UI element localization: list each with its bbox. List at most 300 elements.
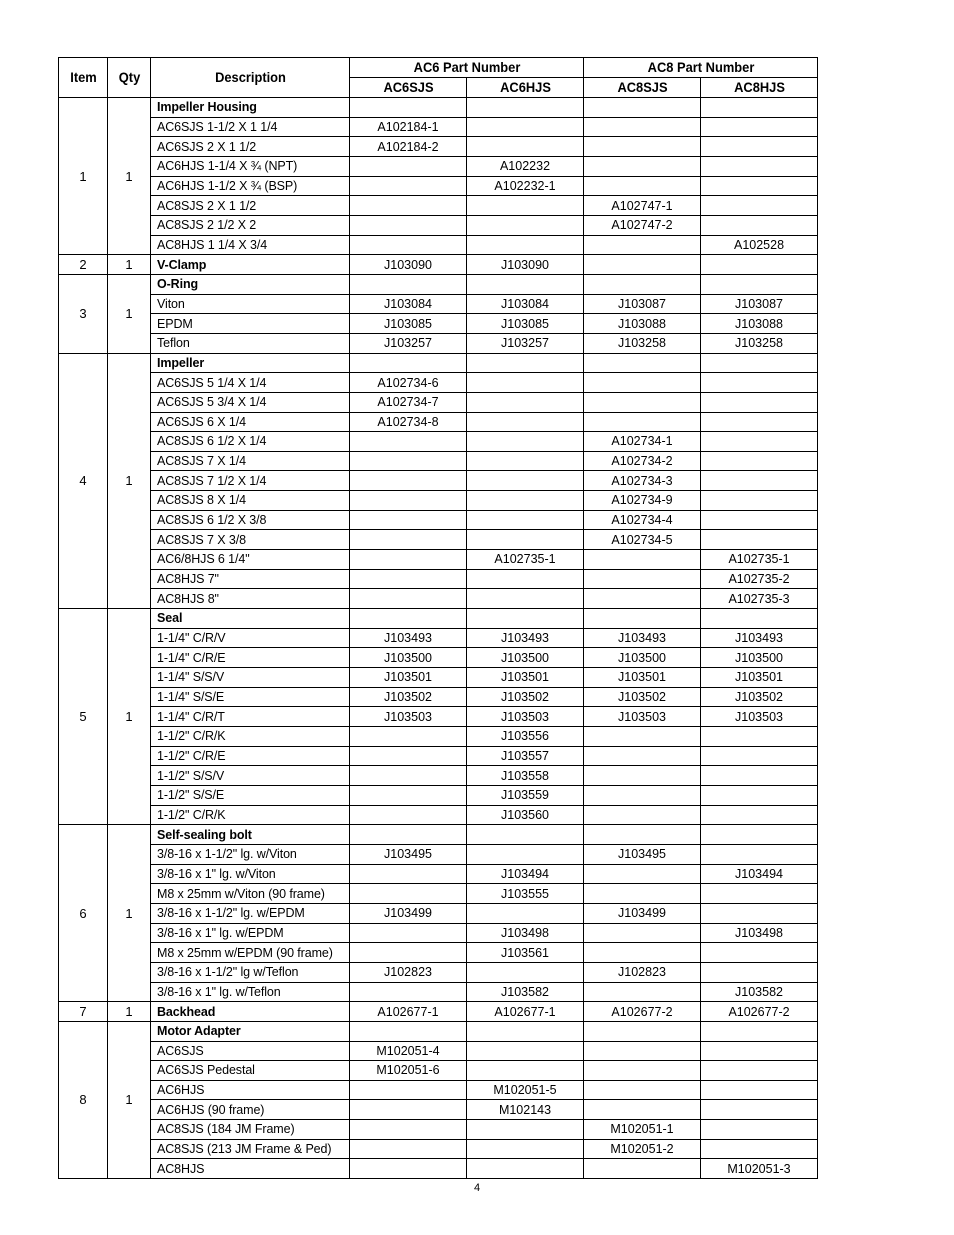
part-number-ac8hjs [701,353,818,373]
part-number-ac8hjs [701,156,818,176]
part-number-ac6sjs [350,766,467,786]
item-qty: 1 [108,825,151,1002]
part-number-ac6sjs [350,196,467,216]
part-number-ac6sjs: A102677-1 [350,1002,467,1022]
part-number-ac6hjs: J103084 [467,294,584,314]
part-number-ac6sjs: J103495 [350,844,467,864]
part-number-ac6sjs: J103500 [350,648,467,668]
header-ac8-part-number: AC8 Part Number [593,58,808,78]
part-number-ac8hjs [701,746,818,766]
part-number-ac8sjs [584,255,701,275]
part-number-ac8sjs [584,1061,701,1081]
part-description: AC8SJS 7 1/2 X 1/4 [151,471,350,491]
table-row [59,844,818,864]
part-number-ac6hjs: J103500 [467,648,584,668]
part-number-ac6hjs [467,844,584,864]
table-row [59,412,818,432]
part-number-ac6sjs: M102051-4 [350,1041,467,1061]
part-number-ac8hjs [701,392,818,412]
part-number-ac6hjs: J103494 [467,864,584,884]
part-description: 1-1/2" C/R/K [151,727,350,747]
part-number-ac6hjs: J103493 [467,628,584,648]
part-number-ac8sjs [584,176,701,196]
table-row [59,294,818,314]
table-row [59,510,818,530]
part-number-ac8sjs: J103087 [584,294,701,314]
part-number-ac8hjs [701,785,818,805]
part-number-ac6hjs: J103498 [467,923,584,943]
table-body [59,98,818,1179]
part-number-ac8hjs [701,98,818,118]
part-number-ac8sjs [584,825,701,845]
table-row [59,962,818,982]
table-row [59,805,818,825]
table-row [59,373,818,393]
table-row [59,707,818,727]
part-number-ac8hjs: A102735-1 [701,550,818,570]
part-number-ac8sjs [584,412,701,432]
part-number-ac6hjs [467,98,584,118]
part-number-ac6sjs: J103084 [350,294,467,314]
header-description: Description [158,58,341,98]
part-description: AC6SJS Pedestal [151,1061,350,1081]
part-number-ac8sjs [584,235,701,255]
part-number-ac6hjs [467,451,584,471]
part-number-ac6hjs [467,1120,584,1140]
table-row [59,569,818,589]
table-row [59,1041,818,1061]
part-description: AC6/8HJS 6 1/4" [151,550,350,570]
table-row [59,314,818,334]
part-number-ac6sjs [350,569,467,589]
part-number-ac6sjs: J103502 [350,687,467,707]
part-description: AC8SJS 7 X 1/4 [151,451,350,471]
table-row [59,1061,818,1081]
part-number-ac8hjs [701,766,818,786]
table-row [59,687,818,707]
table-row [59,884,818,904]
part-number-ac8hjs [701,274,818,294]
part-number-ac8sjs [584,373,701,393]
part-number-ac6sjs [350,432,467,452]
part-description: 3/8-16 x 1" lg. w/Viton [151,864,350,884]
item-number: 4 [59,353,108,609]
item-qty: 1 [108,609,151,825]
part-number-ac6sjs [350,156,467,176]
part-number-ac8hjs [701,215,818,235]
part-number-ac6sjs [350,1021,467,1041]
part-number-ac8sjs: A102734-2 [584,451,701,471]
part-number-ac6hjs [467,530,584,550]
part-description: 1-1/2" C/R/K [151,805,350,825]
table-row [59,432,818,452]
part-number-ac6sjs [350,982,467,1002]
header-qty: Qty [109,58,149,98]
part-number-ac6sjs [350,451,467,471]
item-number: 5 [59,609,108,825]
part-number-ac8sjs: M102051-1 [584,1120,701,1140]
part-description: 1-1/4" C/R/T [151,707,350,727]
part-description: 1-1/4" S/S/E [151,687,350,707]
table-row [59,1159,818,1179]
part-number-ac6sjs [350,510,467,530]
part-number-ac6sjs [350,491,467,511]
part-number-ac8sjs: J103499 [584,903,701,923]
header-ac8hjs: AC8HJS [705,78,813,98]
part-number-ac6hjs [467,137,584,157]
part-description: 1-1/2" S/S/V [151,766,350,786]
table-row [59,923,818,943]
part-group-title: Self-sealing bolt [151,825,350,845]
part-number-ac8sjs [584,550,701,570]
part-description: AC8SJS 6 1/2 X 1/4 [151,432,350,452]
part-description: AC6HJS [151,1080,350,1100]
part-description: AC8SJS (213 JM Frame & Ped) [151,1139,350,1159]
table-row [59,1139,818,1159]
part-number-ac8hjs [701,943,818,963]
part-number-ac8sjs: A102734-9 [584,491,701,511]
part-number-ac6sjs [350,98,467,118]
part-description: AC6SJS 1-1/2 X 1 1/4 [151,117,350,137]
table-row [59,864,818,884]
part-description: AC8HJS 1 1/4 X 3/4 [151,235,350,255]
table-row [59,255,818,275]
part-description: AC6HJS 1-1/4 X ¾ (NPT) [151,156,350,176]
table-row [59,1021,818,1041]
part-number-ac6sjs [350,589,467,609]
part-number-ac6hjs: A102735-1 [467,550,584,570]
table-row [59,491,818,511]
part-number-ac6hjs: J103555 [467,884,584,904]
part-number-ac8hjs: M102051-3 [701,1159,818,1179]
table-row [59,1002,818,1022]
table-row [59,648,818,668]
header-ac6hjs: AC6HJS [471,78,579,98]
part-number-ac8sjs [584,785,701,805]
part-number-ac8hjs [701,373,818,393]
part-number-ac6sjs [350,884,467,904]
part-number-ac8hjs [701,117,818,137]
part-description: 1-1/2" S/S/E [151,785,350,805]
part-number-ac8sjs [584,1159,701,1179]
table-row [59,589,818,609]
part-description: 1-1/4" S/S/V [151,668,350,688]
part-number-ac6hjs [467,510,584,530]
part-description: AC6HJS 1-1/2 X ¾ (BSP) [151,176,350,196]
part-description: AC8SJS 2 1/2 X 2 [151,215,350,235]
part-number-ac6sjs [350,805,467,825]
part-number-ac8hjs [701,1041,818,1061]
part-number-ac8hjs [701,844,818,864]
part-number-ac6hjs: A102677-1 [467,1002,584,1022]
part-group-title: V-Clamp [151,255,350,275]
part-number-ac8sjs [584,746,701,766]
part-number-ac6hjs [467,235,584,255]
part-description: M8 x 25mm w/EPDM (90 frame) [151,943,350,963]
part-number-ac6hjs: M102143 [467,1100,584,1120]
part-number-ac6hjs: J103503 [467,707,584,727]
part-description: 3/8-16 x 1-1/2" lg. w/EPDM [151,903,350,923]
part-number-ac6sjs [350,1100,467,1120]
part-number-ac6sjs [350,727,467,747]
part-number-ac6sjs [350,1120,467,1140]
part-number-ac8hjs [701,451,818,471]
part-number-ac8hjs: A102735-2 [701,569,818,589]
part-number-ac6hjs [467,1061,584,1081]
part-number-ac8sjs: J103258 [584,333,701,353]
part-number-ac6hjs [467,412,584,432]
part-number-ac6sjs: J103503 [350,707,467,727]
part-number-ac8hjs [701,176,818,196]
part-number-ac8hjs [701,491,818,511]
part-number-ac6hjs: A102232-1 [467,176,584,196]
part-description: EPDM [151,314,350,334]
part-number-ac8sjs: A102734-3 [584,471,701,491]
header-item: Item [60,58,105,98]
part-number-ac8hjs [701,805,818,825]
part-number-ac8hjs [701,1120,818,1140]
part-number-ac8hjs [701,1061,818,1081]
part-number-ac8sjs [584,805,701,825]
part-number-ac6hjs [467,215,584,235]
part-number-ac8sjs: J103493 [584,628,701,648]
item-number: 6 [59,825,108,1002]
part-number-ac8sjs [584,353,701,373]
part-number-ac8hjs [701,1080,818,1100]
part-number-ac8sjs: A102747-2 [584,215,701,235]
part-number-ac8sjs [584,392,701,412]
part-description: Viton [151,294,350,314]
part-description: 1-1/4" C/R/V [151,628,350,648]
part-number-ac8hjs: J103258 [701,333,818,353]
part-number-ac8sjs [584,274,701,294]
part-number-ac8sjs: J102823 [584,962,701,982]
part-number-ac6hjs: J103556 [467,727,584,747]
part-number-ac6hjs [467,1021,584,1041]
part-number-ac8sjs [584,1080,701,1100]
part-description: 1-1/4" C/R/E [151,648,350,668]
item-qty: 1 [108,274,151,353]
item-qty: 1 [108,255,151,275]
part-number-ac6sjs [350,471,467,491]
part-number-ac6hjs [467,491,584,511]
part-number-ac6sjs [350,1139,467,1159]
part-description: AC8HJS 7" [151,569,350,589]
part-number-ac6hjs [467,471,584,491]
table-row [59,785,818,805]
table-row [59,982,818,1002]
part-number-ac6hjs [467,1139,584,1159]
part-description: AC8HJS [151,1159,350,1179]
part-description: AC6SJS [151,1041,350,1061]
part-number-ac6hjs [467,589,584,609]
part-number-ac8sjs [584,156,701,176]
part-description: Teflon [151,333,350,353]
part-number-ac6sjs [350,923,467,943]
part-number-ac8sjs [584,864,701,884]
part-number-ac8hjs: A102528 [701,235,818,255]
table-row [59,628,818,648]
part-number-ac8hjs: A102677-2 [701,1002,818,1022]
part-description: AC6HJS (90 frame) [151,1100,350,1120]
part-number-ac6hjs: J103561 [467,943,584,963]
part-number-ac8hjs [701,432,818,452]
part-number-ac6hjs: J103558 [467,766,584,786]
table-row [59,825,818,845]
part-number-ac6sjs: J103501 [350,668,467,688]
part-number-ac6hjs: J103085 [467,314,584,334]
table-row [59,609,818,629]
table-row [59,137,818,157]
part-number-ac6hjs: J103582 [467,982,584,1002]
part-number-ac6sjs [350,1159,467,1179]
part-number-ac8hjs [701,412,818,432]
item-number: 1 [59,98,108,255]
part-number-ac6sjs [350,176,467,196]
part-number-ac6sjs [350,609,467,629]
part-number-ac6sjs: J103085 [350,314,467,334]
part-number-ac8sjs [584,727,701,747]
part-description: 3/8-16 x 1" lg. w/Teflon [151,982,350,1002]
part-number-ac6sjs: A102734-8 [350,412,467,432]
part-number-ac8sjs: J103088 [584,314,701,334]
part-number-ac6hjs: A102232 [467,156,584,176]
part-description: AC8SJS (184 JM Frame) [151,1120,350,1140]
part-number-ac8hjs: J103498 [701,923,818,943]
part-number-ac6hjs: J103557 [467,746,584,766]
part-description: M8 x 25mm w/Viton (90 frame) [151,884,350,904]
table-row [59,550,818,570]
table-row [59,274,818,294]
part-number-ac6hjs [467,353,584,373]
part-number-ac8hjs: J103582 [701,982,818,1002]
part-number-ac6hjs [467,196,584,216]
part-description: 3/8-16 x 1" lg. w/EPDM [151,923,350,943]
part-number-ac8hjs [701,609,818,629]
table-row [59,727,818,747]
part-group-title: Impeller Housing [151,98,350,118]
part-number-ac6sjs: A102184-1 [350,117,467,137]
part-number-ac8hjs: J103493 [701,628,818,648]
part-description: AC6SJS 2 X 1 1/2 [151,137,350,157]
part-description: AC8SJS 7 X 3/8 [151,530,350,550]
part-description: AC6SJS 6 X 1/4 [151,412,350,432]
table-row [59,471,818,491]
table-row [59,392,818,412]
item-number: 2 [59,255,108,275]
part-number-ac6sjs [350,235,467,255]
part-number-ac8hjs [701,1139,818,1159]
part-number-ac8sjs [584,98,701,118]
part-number-ac6sjs: A102734-7 [350,392,467,412]
part-group-title: Backhead [151,1002,350,1022]
part-description: AC8SJS 2 X 1 1/2 [151,196,350,216]
table-row [59,668,818,688]
part-number-ac6hjs [467,392,584,412]
part-number-ac8sjs: J103502 [584,687,701,707]
part-number-ac6hjs [467,117,584,137]
part-number-ac6hjs [467,609,584,629]
part-group-title: O-Ring [151,274,350,294]
part-number-ac8hjs [701,884,818,904]
part-description: AC8SJS 8 X 1/4 [151,491,350,511]
header-ac6-part-number: AC6 Part Number [359,58,574,78]
part-number-ac6hjs [467,962,584,982]
part-number-ac8hjs: J103501 [701,668,818,688]
part-description: AC6SJS 5 3/4 X 1/4 [151,392,350,412]
part-number-ac6hjs: J103501 [467,668,584,688]
part-number-ac8hjs: J103087 [701,294,818,314]
table-row [59,98,818,118]
table-row [59,903,818,923]
table-row [59,1080,818,1100]
part-group-title: Impeller [151,353,350,373]
part-number-ac8sjs [584,117,701,137]
table-row [59,333,818,353]
part-number-ac6sjs: J103257 [350,333,467,353]
part-number-ac6sjs: M102051-6 [350,1061,467,1081]
part-number-ac6sjs [350,550,467,570]
part-number-ac6sjs: J103090 [350,255,467,275]
part-description: AC8SJS 6 1/2 X 3/8 [151,510,350,530]
part-number-ac8hjs [701,510,818,530]
part-number-ac6sjs: A102734-6 [350,373,467,393]
part-number-ac8sjs: M102051-2 [584,1139,701,1159]
part-description: 1-1/2" C/R/E [151,746,350,766]
part-description: AC8HJS 8" [151,589,350,609]
item-qty: 1 [108,353,151,609]
table-row [59,353,818,373]
table-row [59,215,818,235]
part-number-ac6sjs [350,943,467,963]
part-number-ac6sjs [350,785,467,805]
part-number-ac8hjs: J103503 [701,707,818,727]
part-number-ac6hjs: M102051-5 [467,1080,584,1100]
part-number-ac8hjs [701,255,818,275]
part-number-ac8sjs [584,609,701,629]
part-number-ac6hjs: J103559 [467,785,584,805]
part-number-ac6hjs [467,1041,584,1061]
table-row [59,1120,818,1140]
part-number-ac8hjs [701,137,818,157]
part-number-ac6sjs: J103499 [350,903,467,923]
part-number-ac8sjs: J103495 [584,844,701,864]
part-description: 3/8-16 x 1-1/2" lg. w/Viton [151,844,350,864]
part-number-ac6sjs [350,864,467,884]
part-number-ac6sjs [350,215,467,235]
part-number-ac8sjs [584,766,701,786]
part-number-ac8sjs [584,982,701,1002]
part-number-ac6hjs: J103560 [467,805,584,825]
part-number-ac8hjs [701,530,818,550]
part-description: AC6SJS 5 1/4 X 1/4 [151,373,350,393]
part-number-ac6hjs: J103257 [467,333,584,353]
part-number-ac8hjs: A102735-3 [701,589,818,609]
item-number: 8 [59,1021,108,1178]
part-number-ac8sjs: A102734-5 [584,530,701,550]
part-number-ac8sjs [584,1100,701,1120]
table-row [59,746,818,766]
table-header [59,58,818,98]
part-number-ac6sjs [350,746,467,766]
part-number-ac6sjs [350,1080,467,1100]
part-number-ac6hjs [467,432,584,452]
page-number: 4 [473,1182,481,1194]
part-number-ac8sjs [584,569,701,589]
part-description: 3/8-16 x 1-1/2" lg w/Teflon [151,962,350,982]
part-number-ac8sjs [584,589,701,609]
part-number-ac6hjs [467,569,584,589]
